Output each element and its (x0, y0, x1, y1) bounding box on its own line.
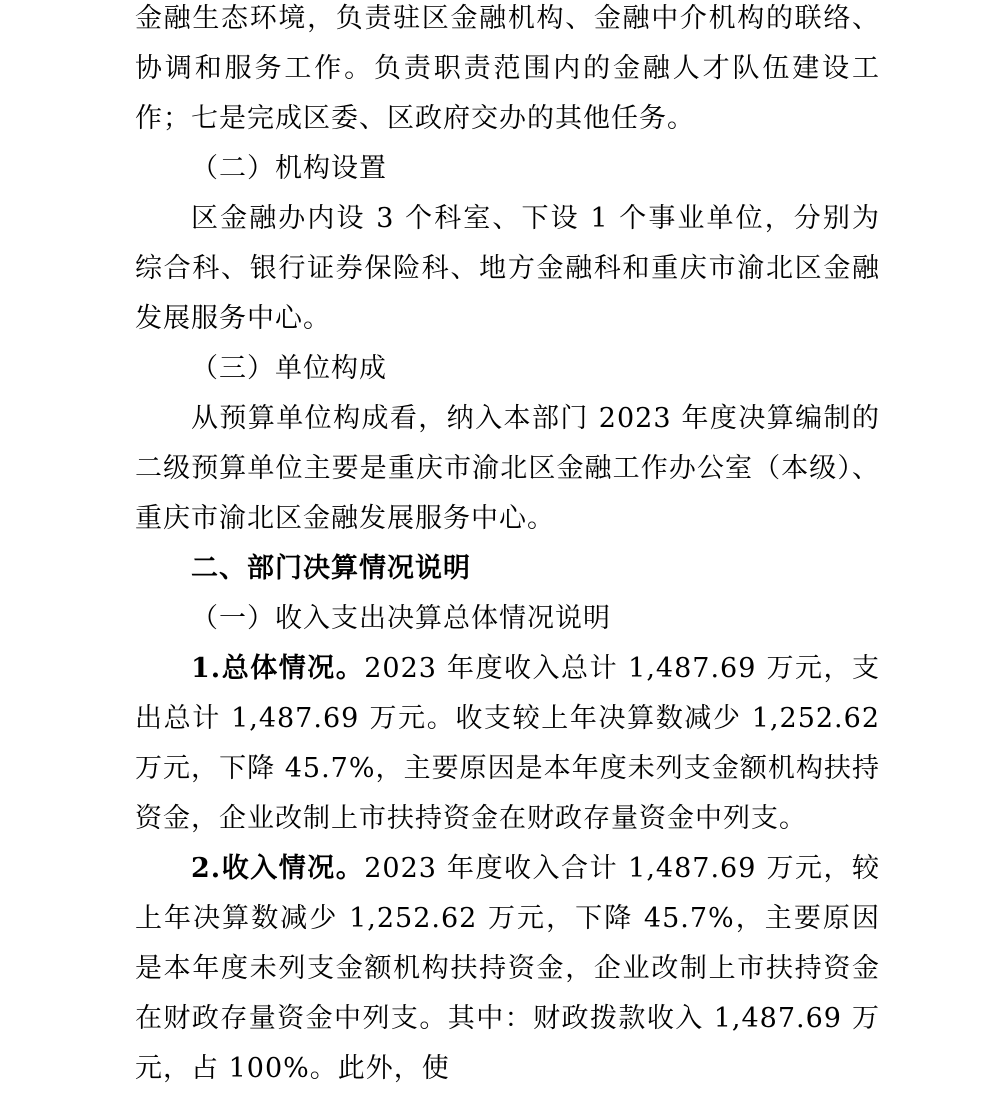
paragraph-income-situation (135, 844, 880, 1094)
item-text-overall: 2023 年度收入总计 1,487.69 万元，支出总计 1,487.69 万元。收支较上年决算数减少 1,252.62 万元，下降 45.7%，主要原因是本年度未列支金额机构扶持资金，企业改制上市扶持资金在财政存量资金中列支。 (135, 653, 881, 834)
item-label-overall: 1.总体情况。 (191, 653, 365, 684)
item-text-income: 2023 年度收入合计 1,487.69 万元，较上年决算数减少 1,252.62 万元，下降 45.7%，主要原因是本年度未列支金额机构扶持资金，企业改制上市扶持资金在财政存量资金中列支。其中：财政拨款收入 1,487.69 万元，占 100%。此外，使 (135, 853, 881, 1084)
subheading-income-expense-overview: （一）收入支出决算总体情况说明 (191, 603, 611, 634)
document-body (135, 0, 880, 1094)
subheading-organization: （二）机构设置 (191, 153, 387, 184)
paragraph-organization: 区金融办内设 3 个科室、下设 1 个事业单位，分别为综合科、银行证券保险科、地方金融科和重庆市渝北区金融发展服务中心。 (135, 203, 880, 334)
paragraph-unit-composition: 从预算单位构成看，纳入本部门 2023 年度决算编制的二级预算单位主要是重庆市渝北区金融工作办公室（本级）、重庆市渝北区金融发展服务中心。 (135, 403, 880, 534)
paragraph-duties-continued: 金融生态环境，负责驻区金融机构、金融中介机构的联络、协调和服务工作。负责职责范围内的金融人才队伍建设工作；七是完成区委、区政府交办的其他任务。 (135, 3, 880, 134)
paragraph-overall-situation (135, 644, 880, 844)
section-heading-final-accounts: 二、部门决算情况说明 (191, 553, 471, 584)
subheading-unit-composition: （三）单位构成 (191, 353, 387, 384)
item-label-income: 2.收入情况。 (191, 853, 365, 884)
